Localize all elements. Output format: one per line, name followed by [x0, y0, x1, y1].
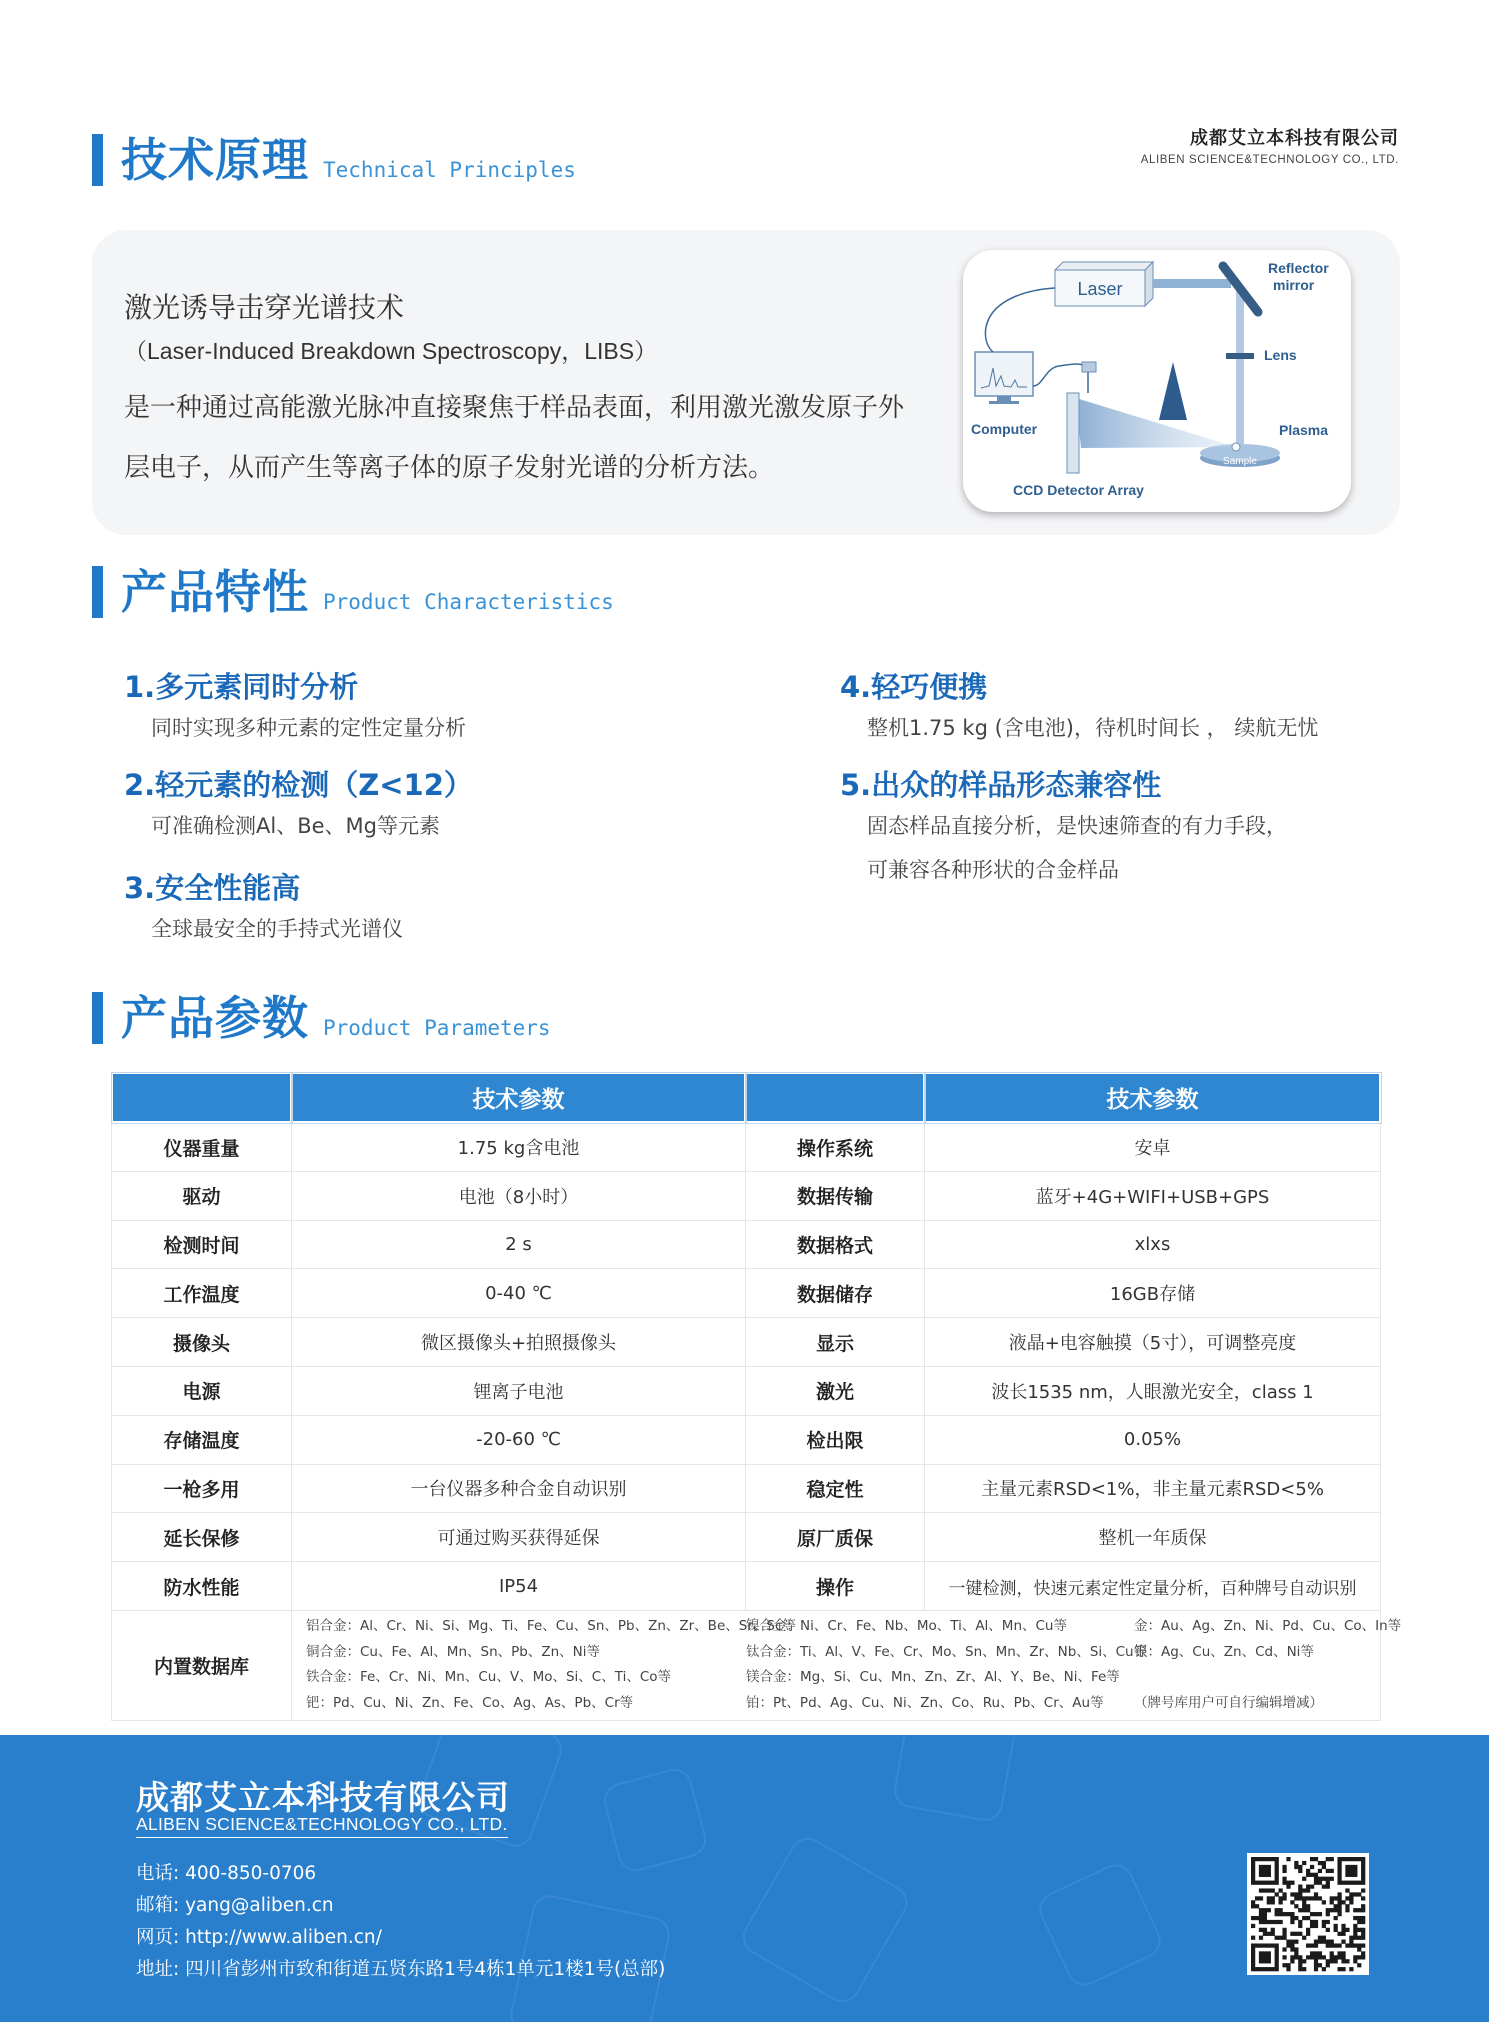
param-name: 原厂质保 — [746, 1513, 925, 1562]
reflector-label: Reflector — [1268, 260, 1329, 276]
footer-company-name-en: ALIBEN SCIENCE&TECHNOLOGY CO., LTD. — [136, 1814, 508, 1838]
param-value: 主量元素RSD<1%，非主量元素RSD<5% — [925, 1464, 1381, 1513]
feature-title: 1.多元素同时分析 — [124, 670, 359, 704]
param-name: 数据传输 — [746, 1171, 925, 1220]
param-value: xlxs — [925, 1220, 1381, 1269]
table-row — [112, 1318, 1381, 1367]
table-row — [112, 1220, 1381, 1269]
param-value: 1.75 kg含电池 — [292, 1123, 746, 1172]
param-value: 16GB存储 — [925, 1269, 1381, 1318]
database-row — [112, 1610, 1381, 1720]
param-value: 液晶+电容触摸（5寸），可调整亮度 — [925, 1318, 1381, 1367]
table-header-row — [112, 1073, 1381, 1123]
table-row — [112, 1123, 1381, 1172]
alloy-entry: 钯：Pd、Cu、Ni、Zn、Fe、Co、Ag、As、Pb、Cr等 — [306, 1694, 634, 1711]
detector-cable — [1033, 364, 1088, 393]
mirror-label: mirror — [1273, 277, 1315, 293]
table-row — [112, 1562, 1381, 1611]
libs-diagram — [963, 250, 1351, 512]
footer-decoration — [1034, 1859, 1167, 1992]
heading-bar — [92, 566, 103, 618]
param-value: 一键检测，快速元素定性定量分析，百种牌号自动识别 — [925, 1562, 1381, 1611]
table-header-empty — [112, 1073, 292, 1123]
alloy-entry: 钛合金：Ti、Al、V、Fe、Cr、Mo、Sn、Mn、Zr、Nb、Si、Cu等 — [746, 1643, 1148, 1660]
footer-decoration — [600, 1765, 710, 1875]
laser-cable — [985, 288, 1055, 352]
feature-desc: 全球最安全的手持式光谱仪 — [151, 917, 403, 941]
param-value: 整机一年质保 — [925, 1513, 1381, 1562]
alloy-entry: 铂：Pt、Pd、Ag、Cu、Ni、Zn、Co、Ru、Pb、Cr、Au等 — [746, 1694, 1104, 1711]
computer-icon — [975, 352, 1033, 404]
param-name: 显示 — [746, 1318, 925, 1367]
param-name: 检出限 — [746, 1415, 925, 1464]
lens-label: Lens — [1264, 347, 1297, 363]
param-name: 数据储存 — [746, 1269, 925, 1318]
feature-title: 4.轻巧便携 — [840, 670, 988, 704]
param-name: 驱动 — [112, 1171, 292, 1220]
database-col-3 — [1134, 1614, 1402, 1716]
param-name: 操作 — [746, 1562, 925, 1611]
param-name: 一枪多用 — [112, 1464, 292, 1513]
param-name: 仪器重量 — [112, 1123, 292, 1172]
param-value: 0.05% — [925, 1415, 1381, 1464]
alloy-entry: 铜合金：Cu、Fe、Al、Mn、Sn、Pb、Zn、Ni等 — [306, 1643, 600, 1660]
alloy-entry: 镁合金：Mg、Si、Cu、Mn、Zn、Zr、Al、Y、Be、Ni、Fe等 — [746, 1669, 1120, 1686]
alloy-entry: 铁合金：Fe、Cr、Ni、Mn、Cu、V、Mo、Si、C、Ti、Co等 — [306, 1669, 672, 1686]
heading-title-en: Product Characteristics — [323, 590, 614, 614]
heading-title-cn: 技术原理 — [121, 133, 309, 187]
param-value: 蓝牙+4G+WIFI+USB+GPS — [925, 1171, 1381, 1220]
footer-decoration — [736, 1831, 914, 2009]
feature-desc: 可准确检测Al、Be、Mg等元素 — [151, 814, 440, 838]
company-header — [1141, 124, 1399, 166]
table-header-cell: 技术参数 — [292, 1073, 746, 1123]
param-value: 0-40 ℃ — [292, 1269, 746, 1318]
parameters-table — [110, 1071, 1402, 1721]
section-heading-characteristics — [92, 566, 614, 618]
qr-code — [1247, 1853, 1369, 1975]
heading-title-en: Technical Principles — [323, 158, 576, 182]
heading-title-cn: 产品参数 — [121, 991, 309, 1045]
company-name-cn: 成都艾立本科技有限公司 — [1190, 128, 1399, 149]
database-col-1 — [306, 1614, 796, 1716]
param-value: -20-60 ℃ — [292, 1415, 746, 1464]
param-value: 锂离子电池 — [292, 1366, 746, 1415]
section-heading-principles — [92, 134, 576, 186]
emission-beam — [1076, 398, 1236, 448]
lens — [1226, 353, 1254, 359]
param-name: 数据格式 — [746, 1220, 925, 1269]
table-header-cell: 技术参数 — [925, 1073, 1381, 1123]
feature-desc: 同时实现多种元素的定性定量分析 — [151, 716, 466, 740]
param-value: 微区摄像头+拍照摄像头 — [292, 1318, 746, 1367]
heading-title-en: Product Parameters — [323, 1016, 551, 1040]
laser-beam-horizontal — [1153, 279, 1231, 288]
footer-company-name-cn: 成都艾立本科技有限公司 — [136, 1778, 510, 1817]
feature-item — [840, 668, 1318, 750]
heading-title-cn: 产品特性 — [121, 565, 309, 619]
table-row — [112, 1366, 1381, 1415]
alloy-entry: 银：Ag、Cu、Zn、Cd、Ni等 — [1134, 1643, 1314, 1660]
feature-item — [124, 668, 466, 750]
alloy-entry: 镍合金：Ni、Cr、Fe、Nb、Mo、Ti、Al、Mn、Cu等 — [746, 1618, 1067, 1635]
laser-beam-vertical — [1236, 288, 1244, 453]
prism — [1159, 362, 1187, 420]
laser-label: Laser — [1077, 279, 1123, 299]
plasma-label: Plasma — [1279, 422, 1329, 438]
param-name: 存储温度 — [112, 1415, 292, 1464]
param-value: 一台仪器多种合金自动识别 — [292, 1464, 746, 1513]
sample-label: Sample — [1223, 456, 1257, 467]
param-name: 摄像头 — [112, 1318, 292, 1367]
param-value: 安卓 — [925, 1123, 1381, 1172]
table-row — [112, 1269, 1381, 1318]
feature-title: 3.安全性能高 — [124, 871, 301, 905]
feature-desc: 固态样品直接分析，是快速筛查的有力手段， — [867, 814, 1287, 838]
footer-decoration — [891, 1735, 1018, 1824]
feature-desc: 整机1.75 kg (含电池)，待机时间长 ， 续航无忧 — [867, 716, 1319, 740]
param-value: 可通过购买获得延保 — [292, 1513, 746, 1562]
heading-bar — [92, 134, 103, 186]
feature-item — [840, 766, 1287, 892]
database-note: （牌号库用户可自行编辑增减） — [1134, 1694, 1323, 1711]
laser-box — [1055, 262, 1153, 306]
database-col-2 — [746, 1614, 1148, 1716]
param-name: 工作温度 — [112, 1269, 292, 1318]
ccd-label: CCD Detector Array — [1013, 482, 1144, 498]
table-row — [112, 1464, 1381, 1513]
param-name: 激光 — [746, 1366, 925, 1415]
param-name: 延长保修 — [112, 1513, 292, 1562]
table-row — [112, 1171, 1381, 1220]
database-cell — [292, 1610, 1402, 1720]
company-name-en: ALIBEN SCIENCE&TECHNOLOGY CO., LTD. — [1140, 154, 1399, 166]
feature-desc: 可兼容各种形状的合金样品 — [867, 858, 1119, 882]
section-heading-parameters — [92, 992, 551, 1044]
database-label: 内置数据库 — [112, 1610, 292, 1720]
computer-label: Computer — [971, 421, 1038, 437]
param-value: 2 s — [292, 1220, 746, 1269]
table-row — [112, 1513, 1381, 1562]
alloy-entry: 金：Au、Ag、Zn、Ni、Pd、Cu、Co、In等 — [1134, 1618, 1402, 1635]
alloy-entry — [1134, 1665, 1374, 1691]
param-name: 稳定性 — [746, 1464, 925, 1513]
param-value: IP54 — [292, 1562, 746, 1611]
footer — [0, 1735, 1489, 2022]
principle-subtitle: （Laser-Induced Breakdown Spectroscopy，LIBS） — [124, 338, 658, 364]
param-value: 电池（8小时） — [292, 1171, 746, 1220]
table-header-empty — [746, 1073, 925, 1123]
param-name: 防水性能 — [112, 1562, 292, 1611]
alloy-entry: 铝合金：Al、Cr、Ni、Si、Mg、Ti、Fe、Cu、Sn、Pb、Zn、Zr、Be、Sr、Sc等 — [306, 1618, 796, 1635]
param-name: 操作系统 — [746, 1123, 925, 1172]
heading-bar — [92, 992, 103, 1044]
principle-body: 是一种通过高能激光脉冲直接聚焦于样品表面，利用激光激发原子外层电子，从而产生等离子体的原子发射光谱的分析方法。 — [124, 393, 905, 483]
feature-item — [124, 766, 473, 848]
param-name: 电源 — [112, 1366, 292, 1415]
contact-address: 地址: 四川省彭州市致和街道五贤东路1号4栋1单元1楼1号(总部) — [136, 1959, 666, 1980]
ccd-detector — [1067, 393, 1079, 473]
contact-phone: 电话: 400-850-0706 — [136, 1863, 317, 1884]
feature-title: 2.轻元素的检测（Z<12） — [124, 768, 473, 802]
contact-website[interactable]: 网页: http://www.aliben.cn/ — [136, 1927, 382, 1948]
param-name: 检测时间 — [112, 1220, 292, 1269]
feature-item — [124, 869, 403, 951]
contact-email[interactable]: 邮箱: yang@aliben.cn — [136, 1895, 334, 1916]
feature-title: 5.出众的样品形态兼容性 — [840, 768, 1162, 802]
principle-title: 激光诱导击穿光谱技术 — [124, 291, 405, 324]
table-row — [112, 1415, 1381, 1464]
param-value: 波长1535 nm，人眼激光安全，class 1 — [925, 1366, 1381, 1415]
